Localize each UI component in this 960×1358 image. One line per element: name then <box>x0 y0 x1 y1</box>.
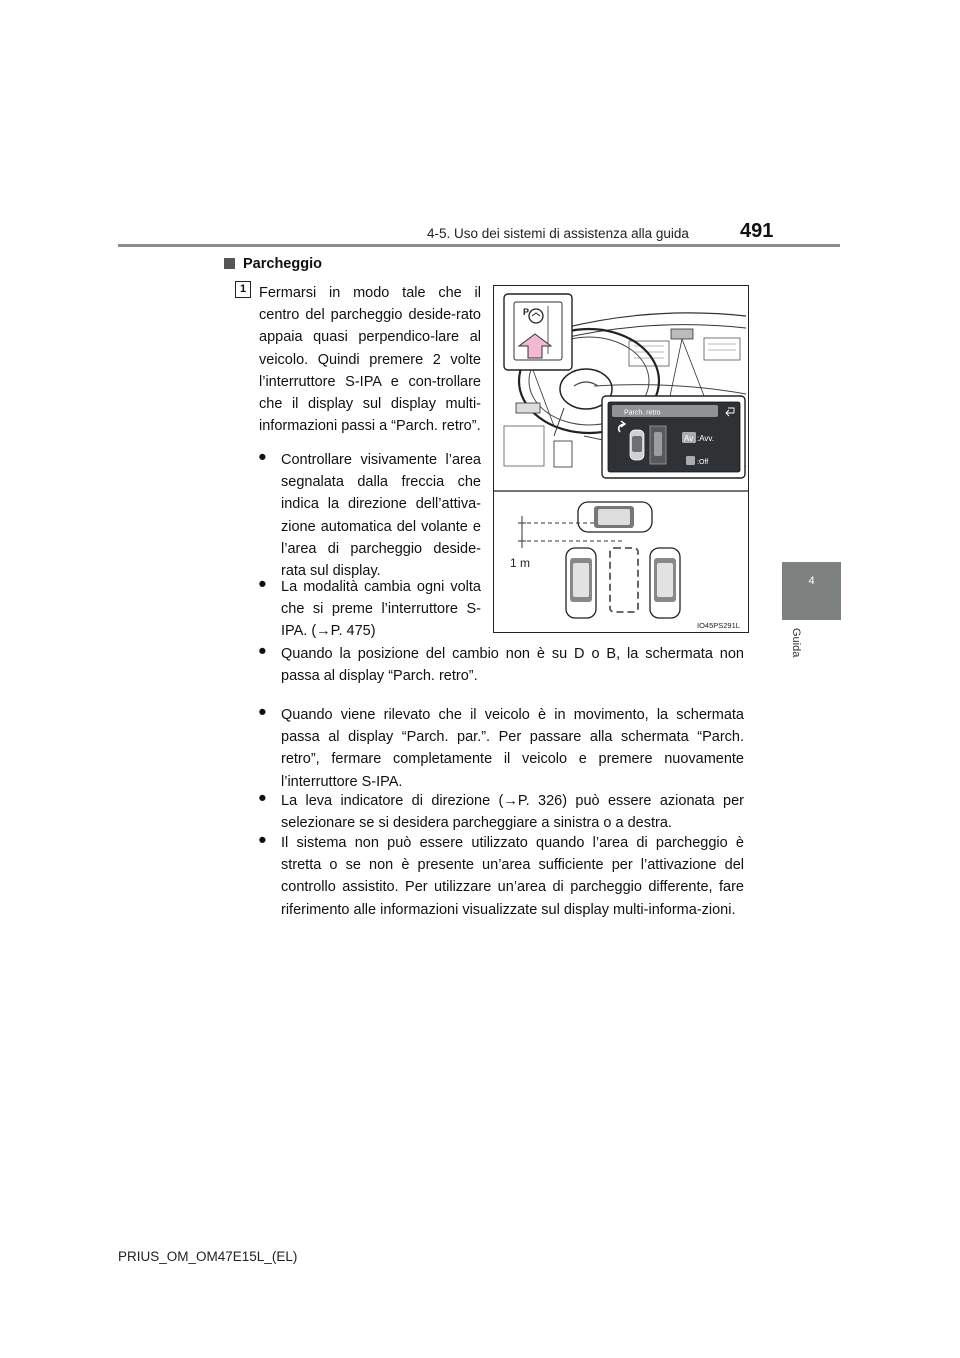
bullet-text: La leva indicatore di direzione (→P. 326) può essere azionata per selezionare se si desidera parcheggiare a sinistra o a destra. <box>281 793 744 832</box>
distance-label: 1 m <box>510 556 531 570</box>
dashboard-and-parking-illustration <box>494 286 748 632</box>
parked-vehicle-icon <box>566 548 596 618</box>
chapter-tab-label: Guida <box>790 628 802 658</box>
bullet-icon: ● <box>258 576 267 592</box>
bullet-text: La modalità cambia ogni volta che si preme l’interruttore S-IPA. (→P. 475) <box>281 579 481 640</box>
bullet-icon: ● <box>258 643 267 659</box>
bullet-icon: ● <box>258 832 267 848</box>
target-parking-space <box>610 548 638 612</box>
footer-doc-code: PRIUS_OM_OM47E15L_(EL) <box>118 1249 298 1264</box>
illustration-figure <box>493 285 749 633</box>
bullet-icon: ● <box>258 449 267 465</box>
bullet-text: Controllare visivamente l’area segnalata dalla freccia che indica la direzione dell’attiva-zione automatica del volante e l’area di parcheggio deside-rata sul display. <box>281 452 481 580</box>
bullet-text: Quando viene rilevato che il veicolo è in movimento, la schermata passa al display “Parch. par.”. Per passare alla schermata “Parch. retro”, fermare completamente il veicolo e premere nuovamente l’interruttore S-IPA. <box>281 707 744 790</box>
square-bullet-icon <box>224 258 235 269</box>
header-section-title: 4-5. Uso dei sistemi di assistenza alla guida <box>427 226 689 241</box>
figure-id: IO45PS291L <box>697 621 740 630</box>
step-number-badge: 1 <box>235 281 251 298</box>
bullet-icon: ● <box>258 790 267 806</box>
chapter-tab <box>782 562 841 620</box>
page-number: 491 <box>740 220 774 242</box>
chapter-tab-number: 4 <box>808 575 815 587</box>
av-label: :Avv. <box>697 434 715 443</box>
header-rule <box>118 244 840 247</box>
bullet-text: Quando la posizione del cambio non è su D o B, la schermata non passa al display “Parch. retro”. <box>281 646 744 685</box>
bullet-icon: ● <box>258 704 267 720</box>
section-title-text: Parcheggio <box>243 256 322 272</box>
av-badge: Av <box>684 434 694 443</box>
section-title <box>224 256 322 272</box>
vehicle-icon <box>578 502 652 532</box>
bullet-text: Il sistema non può essere utilizzato quando l’area di parcheggio è stretta o se non è presente un’area sufficiente per l’attivazione del controllo assistito. Per utilizzare un’area di parcheggio differente, fare riferimento alle informazioni visualizzate sul display multi-informa-zioni. <box>281 835 744 918</box>
off-label: :Off <box>697 459 709 466</box>
step-1-text: Fermarsi in modo tale che il centro del parcheggio deside-rato appaia quasi perpendico-lare al veicolo. Quindi premere 2 volte l’interruttore S-IPA e con-trollare che il display sul display multi-informazioni passi a “Parch. retro”. <box>259 285 481 435</box>
screen-title: Parch. retro <box>624 409 661 417</box>
parked-vehicle-icon <box>650 548 680 618</box>
switch-letter: P <box>523 307 530 317</box>
